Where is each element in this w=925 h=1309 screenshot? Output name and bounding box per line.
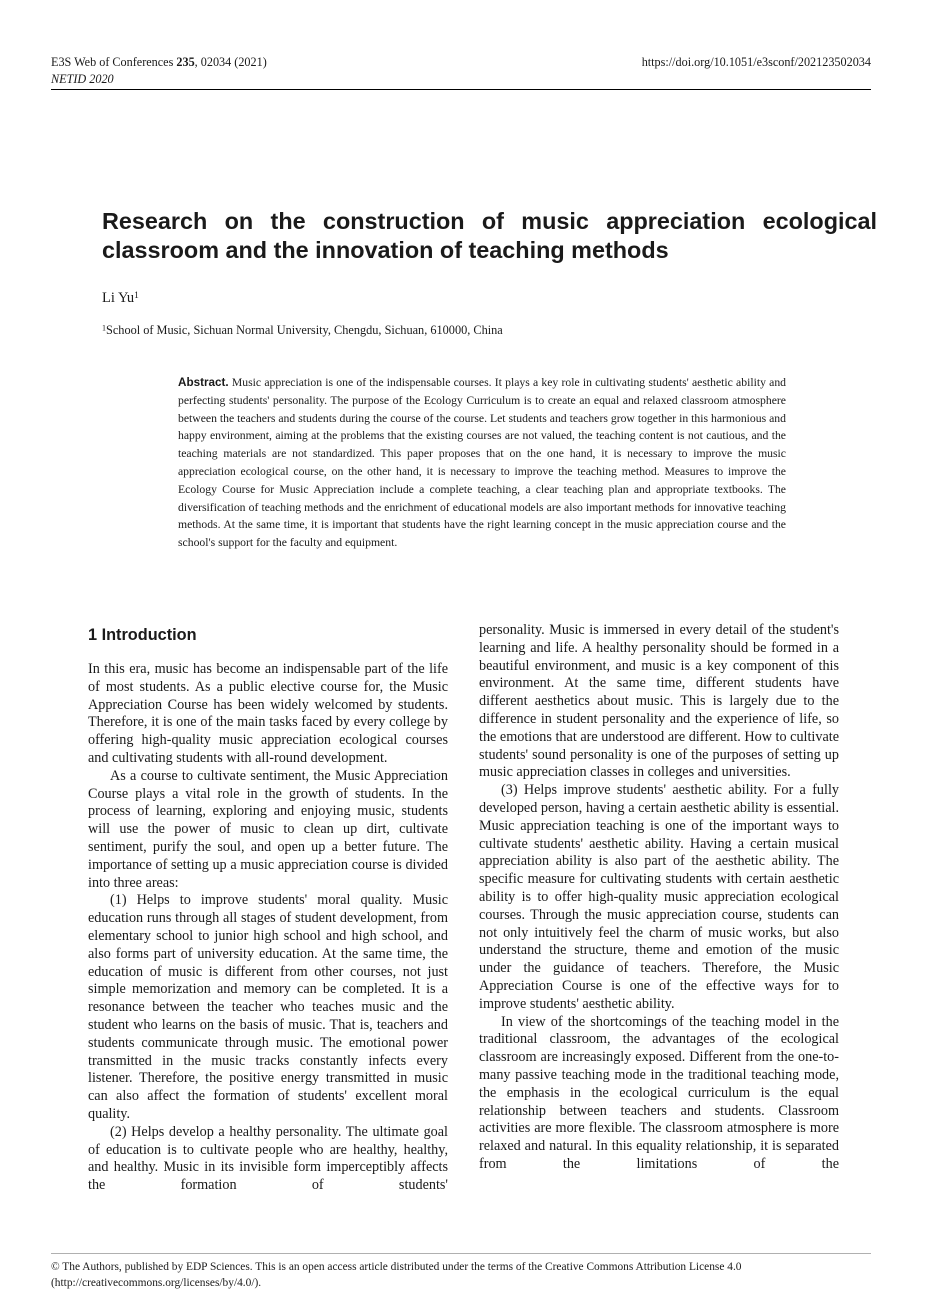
license-link[interactable]: (http://creativecommons.org/licenses/by/4.0/).: [51, 1276, 262, 1289]
paragraph: (2) Helps develop a healthy personality. The ultimate goal of education is to cultivate people who are healthy, healthy, and healthy. Music in its invisible form imperceptibly affects the formation of students': [88, 1123, 448, 1194]
right-column: [479, 622, 839, 1174]
conference-name: NETID 2020: [51, 72, 114, 86]
abstract-label: Abstract.: [178, 376, 229, 389]
affiliation: $^1$School of Music, Sichuan Normal University, Chengdu, Sichuan, 610000, China: [102, 323, 503, 337]
running-header: [51, 54, 871, 88]
paragraph: personality. Music is immersed in every detail of the student's learning and life. A healthy personality should be formed in a beautiful environment, and music is a key component of this environment. At the same time, different students have different aesthetics about music. This is largely due to the difference in student personality and the experience of life, so the emotions that are understood are different. How to cultivate students' sound personality is one of the purposes of setting up music appreciation classes in colleges and universities.: [479, 622, 839, 781]
abstract: [178, 374, 786, 552]
left-column: [88, 622, 448, 1195]
section-heading: 1 Introduction: [88, 626, 197, 644]
paragraph: As a course to cultivate sentiment, the Music Appreciation Course plays a vital role in the growth of students. In the process of learning, exploring and enjoying music, students will use the power of music to clean up dirt, cultivate sentiment, purify the soul, and open up a better future. The importance of setting up a music appreciation course is divided into three areas:: [88, 767, 448, 891]
paragraph: In view of the shortcomings of the teaching model in the traditional classroom, the advantages of the ecological classroom are increasingly exposed. Different from the one-to-many passive teaching mode in the traditional teaching mode, the emphasis in the ecological curriculum is the equal relationship between teachers and students. Classroom activities are more flexible. The classroom atmosphere is more relaxed and natural. In this equality relationship, it is separated from the limitations of the: [479, 1013, 839, 1172]
author: Li Yu$^1$: [102, 290, 139, 306]
license-footer: [51, 1260, 871, 1291]
paragraph: (1) Helps to improve students' moral quality. Music education runs through all stages of student development, from elementary school to junior high school and high school, and also forms part of university education. At the same time, the education of music is different from other courses, not just simple memorization and memory can be completed. It is a resonance between the teacher who teaches music and the student who learns on the basis of music. That is, teachers and students communicate through music. The emotional power transmitted in the music tracks constantly infects every listener. Therefore, the positive energy transmitted in music can also affect the formation of students' excellent moral quality.: [88, 892, 448, 1122]
doi-link[interactable]: https://doi.org/10.1051/e3sconf/202123502034: [641, 55, 871, 69]
license-text: © The Authors, published by EDP Sciences. This is an open access article distributed under the terms of the Creative Commons Attribution License 4.0: [51, 1261, 742, 1273]
journal-citation: E3S Web of Conferences 235, 02034 (2021): [51, 55, 267, 69]
abstract-text: Music appreciation is one of the indispensable courses. It plays a key role in cultivating students' aesthetic ability and perfecting students' personality. The purpose of the Ecology Curriculum is to create an equal and relaxed classroom atmosphere between the teachers and students during the course of the course. Let students and teachers grow together in this harmonious and happy environment, aiming at the problems that the existing courses are not valued, the teaching content is not cautious, and the teaching materials are not standardized. This paper proposes that on the one hand, it is necessary to improve the music appreciation ecological course, on the other hand, it is necessary to improve the teaching method. Measures to improve the Ecology Course for Music Appreciation include a complete teaching, a clear teaching plan and appropriate textbooks. The diversification of teaching methods and the enrichment of educational models are also important methods for innovative teaching methods. At the same time, it is important that students have the right learning concept in the music appreciation course and the school's support for the faculty and equipment.: [178, 376, 787, 550]
paragraph: In this era, music has become an indispensable part of the life of most students. As a public elective course for, the Music Appreciation Course has been widely welcomed by students. Therefore, it is one of the main tasks faced by every college by offering high-quality music appreciation ecological courses and cultivating students with all-round development.: [88, 661, 448, 766]
footer-divider: [51, 1253, 871, 1254]
header-divider: [51, 89, 871, 90]
paper-title: Research on the construction of music appreciation ecological classroom and the innovation of teaching methods: [102, 208, 877, 263]
paragraph: (3) Helps improve students' aesthetic ability. For a fully developed person, having a certain aesthetic ability is essential. Music appreciation teaching is one of the important ways to cultivate students' aesthetic ability. Having a certain musical appreciation ability is also part of the aesthetic ability. The specific measure for cultivating students with certain aesthetic ability is to offer high-quality music appreciation ecological courses. Through the music appreciation course, students can not only intuitively feel the charm of music works, but also understand the structure, theme and emotion of the music under the guidance of teachers. Therefore, the Music Appreciation Course is one of the effective ways for to improve students' aesthetic ability.: [479, 782, 839, 1012]
